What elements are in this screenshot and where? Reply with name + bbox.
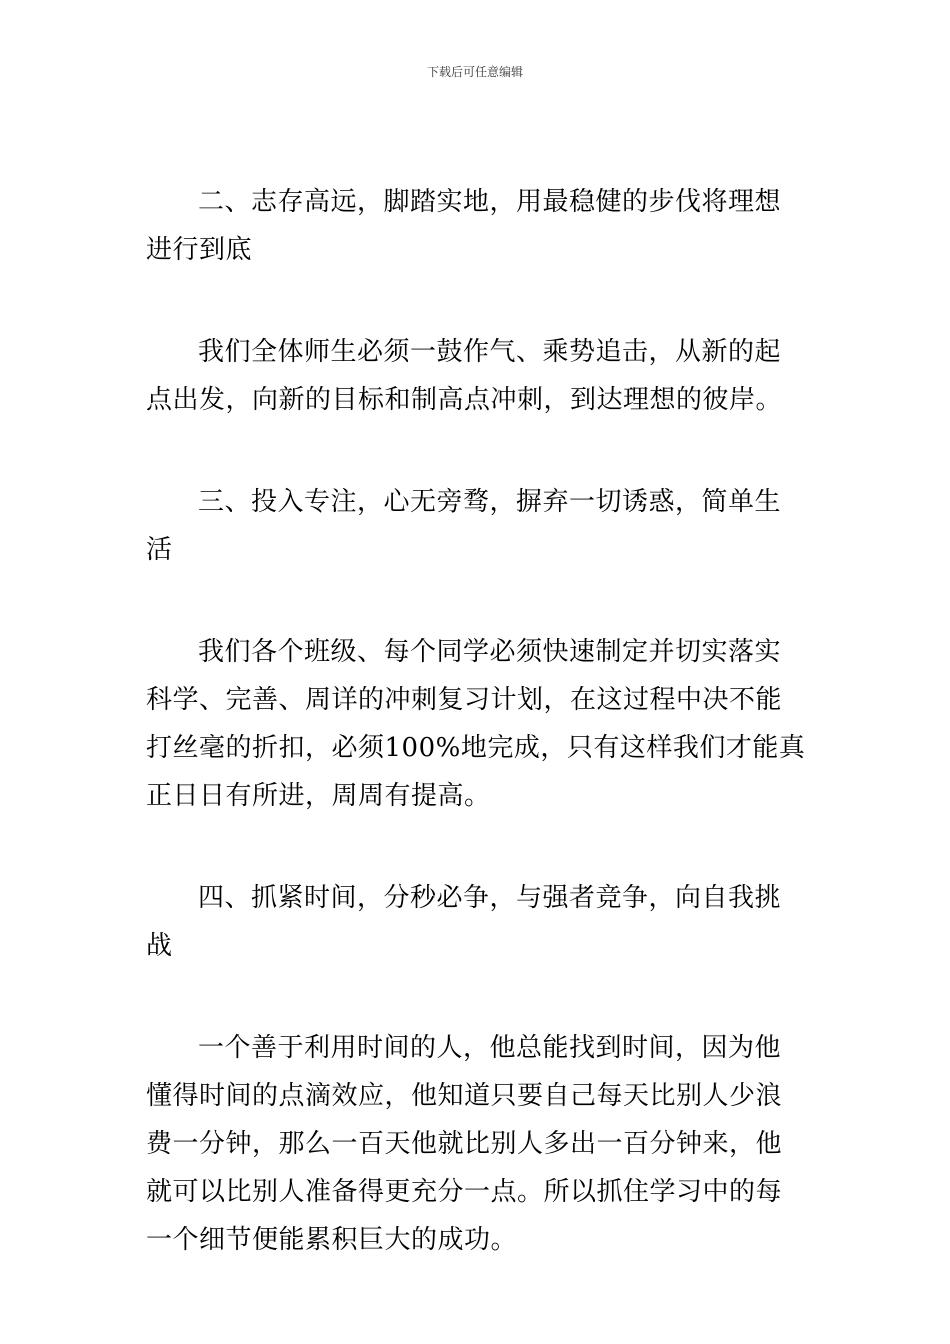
document-body [146, 178, 806, 1264]
page-header: 下载后可任意编辑 [426, 65, 523, 79]
paragraph-gap [146, 574, 806, 628]
body-paragraph: 我们全体师生必须一鼓作气、乘势追击，从新的起点出发，向新的目标和制高点冲刺，到达理想的彼岸。 [146, 337, 783, 415]
paragraph-gap [146, 970, 806, 1024]
paragraph-gap [146, 820, 806, 874]
paragraph-gap [146, 424, 806, 478]
body-paragraph: 我们各个班级、每个同学必须快速制定并切实落实科学、完善、周详的冲刺复习计划，在这过程中决不能打丝毫的折扣，必须100%地完成，只有这样我们才能真正日日有所进，周周有提高。 [146, 637, 806, 811]
section-heading-4: 四、抓紧时间，分秒必争，与强者竞争，向自我挑战 [146, 883, 782, 961]
section-heading-2: 二、志存高远，脚踏实地，用最稳健的步伐将理想进行到底 [146, 187, 782, 265]
section-heading-3: 三、投入专注，心无旁骛，摒弃一切诱惑，简单生活 [146, 487, 782, 565]
paragraph-gap [146, 274, 806, 328]
body-paragraph: 一个善于利用时间的人，他总能找到时间，因为他懂得时间的点滴效应，他知道只要自己每天比别人少浪费一分钟，那么一百天他就比别人多出一百分钟来，他就可以比别人准备得更充分一点。所以抓住学习中的每一个细节便能累积巨大的成功。 [146, 1033, 783, 1255]
